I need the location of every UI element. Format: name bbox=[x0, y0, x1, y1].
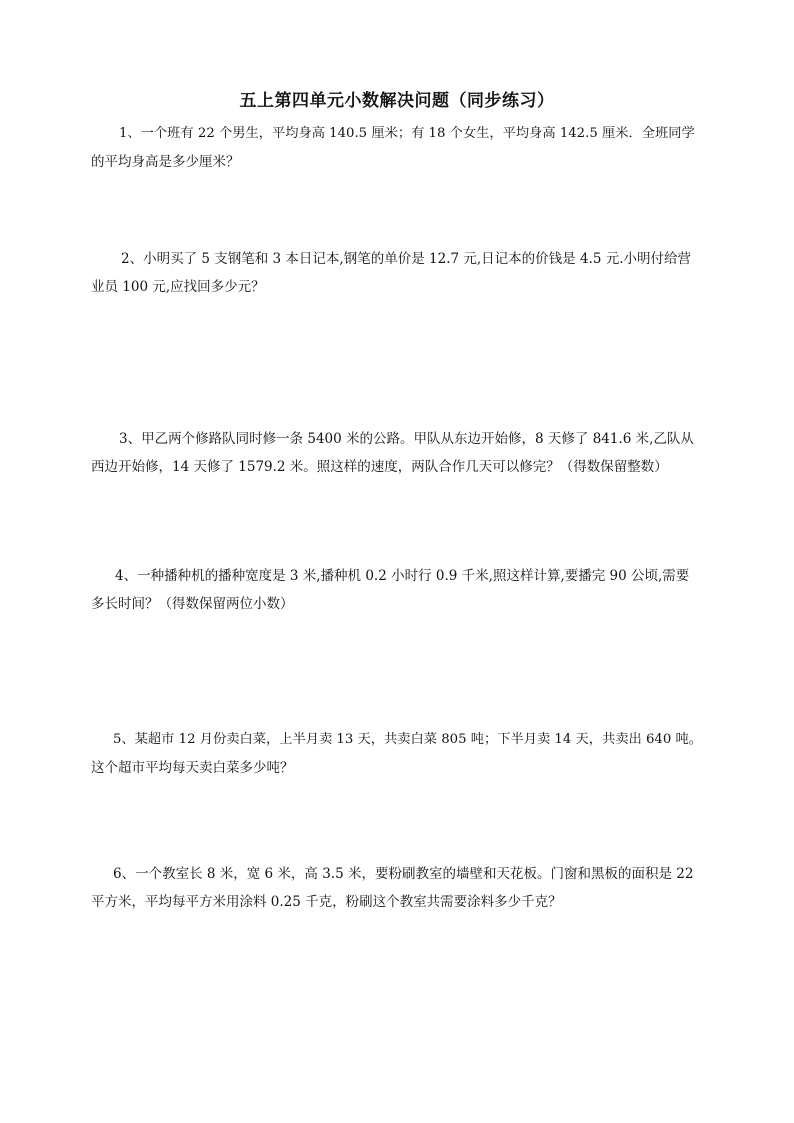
problem-4-line-2: 多长时间？（得数保留两位小数） bbox=[91, 596, 294, 612]
problem-3 bbox=[91, 425, 703, 481]
problem-3-line-1: 3、甲乙两个修路队同时修一条 5400 米的公路。甲队从东边开始修，8 天修了 841.6 米,乙队从 bbox=[119, 431, 694, 447]
problem-1-line-2: 的平均身高是多少厘米？ bbox=[91, 154, 240, 170]
problem-6 bbox=[91, 860, 703, 916]
worksheet-title: 五上第四单元小数解决问题（同步练习） bbox=[239, 91, 555, 111]
problem-1 bbox=[91, 120, 703, 176]
problem-6-line-2: 平方米，平均每平方米用涂料 0.25 千克，粉刷这个教室共需要涂料多少千克？ bbox=[91, 894, 562, 910]
problem-5-line-1: 5、某超市 12 月份卖白菜，上半月卖 13 天，共卖白菜 805 吨；下半月卖 14 天，共卖出 640 吨。 bbox=[113, 732, 702, 747]
problem-6-line-1: 6、一个教室长 8 米，宽 6 米，高 3.5 米，要粉刷教室的墙壁和天花板。门窗和黑板的面积是 22 bbox=[113, 866, 694, 882]
problem-2-line-1: 2、小明买了 5 支钢笔和 3 本日记本,钢笔的单价是 12.7 元,日记本的价钱是 4.5 元.小明付给营 bbox=[121, 251, 691, 267]
problem-5-line-2: 这个超市平均每天卖白菜多少吨？ bbox=[91, 760, 294, 776]
problem-3-line-2: 西边开始修，14 天修了 1579.2 米。照这样的速度，两队合作几天可以修完？（得数保留整数） bbox=[91, 459, 668, 475]
problem-2-line-2: 业员 100 元,应找回多少元？ bbox=[91, 279, 265, 295]
problem-4-line-1: 4、一种播种机的播种宽度是 3 米,播种机 0.2 小时行 0.9 千米,照这样计算,要播完 90 公顷,需要 bbox=[115, 568, 690, 584]
problem-5 bbox=[91, 726, 703, 782]
problem-1-line-1: 1、一个班有 22 个男生，平均身高 140.5 厘米；有 18 个女生，平均身高 142.5 厘米．全班同学 bbox=[119, 126, 695, 141]
problem-4 bbox=[91, 562, 703, 618]
problem-2 bbox=[91, 245, 703, 301]
